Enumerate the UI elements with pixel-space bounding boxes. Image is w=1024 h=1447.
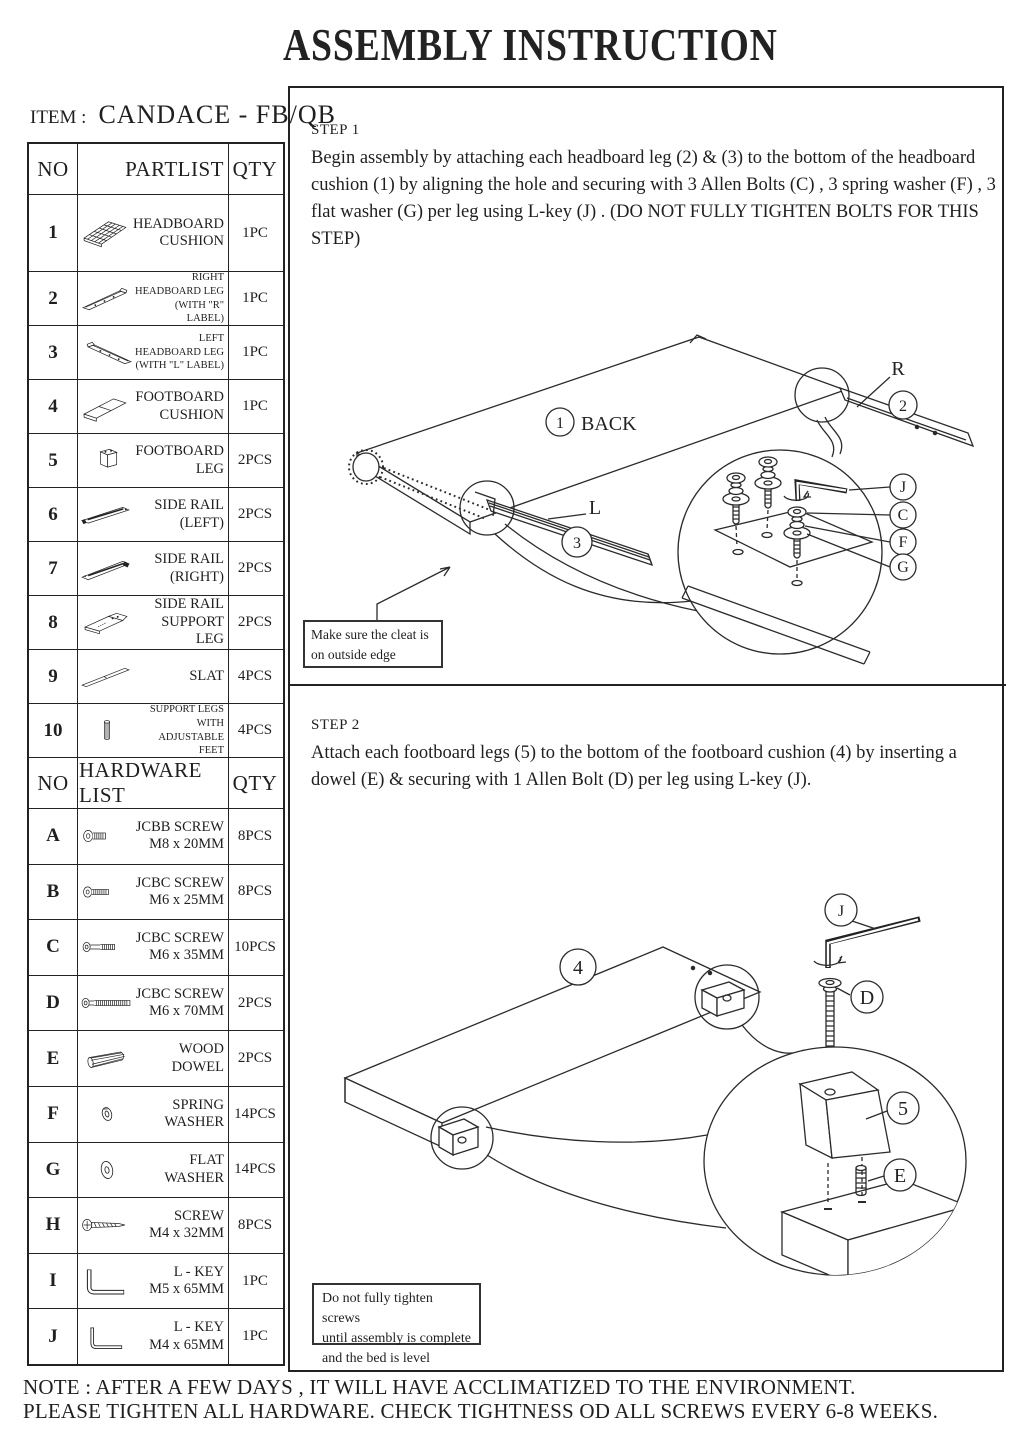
note-line: Make sure the cleat is [311,627,429,642]
footer-note-line2: PLEASE TIGHTEN ALL HARDWARE. CHECK TIGHTNESS OD ALL SCREWS EVERY 6-8 WEEKS. [23,1399,939,1423]
hardware-row [29,1142,283,1198]
l-key-m4-icon [79,1314,135,1360]
r-label: R [891,358,905,380]
row-no: I [49,1270,57,1292]
row-part [77,542,228,595]
part-name: FLAT WASHER [164,1152,224,1186]
note-line: Do not fully tighten screws [322,1291,433,1326]
parts-and-hardware-table [27,142,285,1366]
slat-icon [79,654,135,700]
support-leg-adjustable-icon [79,708,135,754]
part-name: LEFT HEADBOARD LEG (WITH "L" LABEL) [135,333,224,372]
row-qty: 1PC [228,380,281,433]
row-no: 10 [43,719,63,741]
side-rail-support-leg-icon [79,600,135,646]
callout-d: D [859,987,875,1009]
row-qty: 1PC [228,1254,281,1309]
row-no: 7 [48,557,58,579]
column-header: QTY [228,758,281,808]
parts-row [29,271,283,325]
part-name: SLAT [189,667,224,684]
column-header: NO [37,770,69,795]
row-no: 9 [48,665,58,687]
row-part [77,865,228,920]
headboard-leg-right-icon [79,276,135,322]
row-no: A [46,825,60,847]
row-no: 8 [48,611,58,633]
footer-note-line1: NOTE : AFTER A FEW DAYS , IT WILL HAVE ACCLIMATIZED TO THE ENVIRONMENT. [23,1375,856,1399]
l-label: L [588,497,602,519]
column-header: NO [37,156,69,181]
row-no: E [46,1047,60,1069]
cleat-note [303,620,443,668]
row-no: 3 [48,341,58,363]
callout-e: E [893,1165,907,1187]
callout-4: 4 [573,957,583,979]
row-part [77,195,228,271]
row-no: F [47,1103,59,1125]
row-qty: 2PCS [228,542,281,595]
row-qty: 4PCS [228,650,281,703]
column-header: HARDWARE LIST [77,758,228,808]
row-qty: 1PC [228,195,281,271]
footboard-leg-icon [79,438,135,484]
part-name: JCBB SCREW M8 x 20MM [135,818,224,853]
callout-j: J [899,479,907,496]
hardware-row [29,1030,283,1086]
parts-row [29,433,283,487]
row-qty: 2PCS [228,1031,281,1086]
screw-m6-35-icon [79,924,135,970]
back-label: BACK [581,413,637,435]
part-name: HEADBOARD CUSHION [132,215,224,249]
row-no: 4 [48,395,58,417]
row-no: G [45,1158,61,1180]
row-qty: 8PCS [228,1198,281,1253]
row-part [77,1309,228,1364]
step1-body: Begin assembly by attaching each headboard leg (2) & (3) to the bottom of the headboard cushion (1) by aligning the hole and securing with 3 Allen Bolts (C) , 3 spring washer (F) , 3 flat washer (G) per leg using L-key (J) . (DO NOT FULLY TIGHTEN BOLTS FOR THIS STEP) [311,148,996,249]
callout-j: J [837,903,845,920]
hardware-row [29,864,283,920]
row-qty: 14PCS [228,1087,281,1142]
parts-row [29,379,283,433]
row-part [77,1143,228,1198]
hardware-row [29,1086,283,1142]
hardware-row [29,1253,283,1309]
hardware-row [29,808,283,864]
callout-3: 3 [573,535,581,552]
step2-body: Attach each footboard legs (5) to the bottom of the footboard cushion (4) by inserting a dowel (E) & securing with 1 Allen Bolt (D) per leg using L-key (J). [311,743,957,790]
headboard-drawing [349,335,973,664]
row-part [77,1087,228,1142]
parts-row [29,595,283,649]
footboard-cushion-icon [79,384,135,430]
row-part [77,272,228,325]
headboard-cushion-icon [77,210,133,256]
note-line: until assembly is complete [322,1330,471,1346]
callout-f: F [898,534,908,551]
row-qty: 2PCS [228,488,281,541]
row-no: B [46,880,60,902]
column-header: PARTLIST [77,144,228,194]
callout-c: C [897,507,909,524]
part-name: SPRING WASHER [164,1096,224,1131]
flat-washer-icon [79,1147,135,1193]
row-no: 1 [48,222,58,243]
part-name: FOOTBOARD CUSHION [135,389,224,423]
row-part [77,380,228,433]
row-part [77,1254,228,1309]
parts-row [29,194,283,271]
parts-header [29,144,283,194]
part-name: JCBC SCREW M6 x 70MM [135,985,224,1020]
part-name: FOOTBOARD LEG [135,443,224,477]
item-label: ITEM : [30,107,87,128]
row-qty: 4PCS [228,704,281,757]
part-name: JCBC SCREW M6 x 35MM [135,930,224,964]
step1-heading: STEP 1 [311,122,360,138]
callout-5: 5 [898,1098,908,1120]
hardware-row [29,975,283,1031]
row-part [77,596,228,649]
part-name: SIDE RAIL (RIGHT) [154,551,224,585]
part-name: SIDE RAIL (LEFT) [154,497,224,531]
part-name: SIDE RAIL SUPPORT LEG [154,596,224,648]
tighten-note [312,1283,481,1366]
row-no: 6 [48,503,58,525]
page-title: ASSEMBLY INSTRUCTION [283,19,778,70]
hardware-row [29,1308,283,1364]
row-qty: 14PCS [228,1143,281,1198]
l-key-m5-icon [79,1258,135,1304]
row-part [77,920,228,975]
step2-heading: STEP 2 [311,717,360,733]
row-qty: 10PCS [228,920,281,975]
row-qty: 1PC [228,1309,281,1364]
callout-g: G [897,559,909,576]
note-line: on outside edge [311,647,396,663]
callout-1: 1 [556,415,564,432]
screw-m8-20-icon [79,813,135,859]
row-part [77,809,228,864]
headboard-leg-left-icon [79,330,135,376]
hardware-header [29,757,283,808]
row-part [77,434,228,487]
row-qty: 2PCS [228,976,281,1031]
row-qty: 8PCS [228,809,281,864]
row-no: D [46,992,60,1014]
item-header [18,86,336,130]
row-part [77,488,228,541]
row-part [77,326,228,379]
parts-row [29,649,283,703]
row-part [77,704,228,757]
row-no: 2 [48,287,58,309]
hardware-row [29,919,283,975]
wood-dowel-icon [79,1036,135,1082]
parts-row [29,487,283,541]
row-qty: 2PCS [228,434,281,487]
parts-row [29,325,283,379]
row-part [77,1198,228,1253]
row-qty: 1PC [228,272,281,325]
parts-row [29,703,283,757]
part-name: WOOD DOWEL [171,1041,224,1075]
row-qty: 8PCS [228,865,281,920]
hardware-row [29,1197,283,1253]
screw-m6-70-icon [79,980,135,1026]
row-qty: 1PC [228,326,281,379]
part-name: RIGHT HEADBOARD LEG (WITH "R" LABEL) [135,272,224,325]
note-line: and the bed is level [322,1350,431,1366]
screw-m6-25-icon [79,869,135,915]
side-rail-left-icon [79,492,135,538]
row-no: C [46,936,60,958]
step-divider [290,684,1006,686]
row-qty: 2PCS [228,596,281,649]
callout-2: 2 [899,398,907,415]
row-part [77,1031,228,1086]
spring-washer-icon [79,1091,135,1137]
footboard-drawing [345,919,968,1283]
row-no: H [45,1214,61,1236]
column-header: QTY [228,144,281,194]
row-no: J [48,1325,58,1347]
screw-m4-32-icon [79,1202,135,1248]
part-name: SUPPORT LEGS WITH ADJUSTABLE FEET [149,704,224,757]
part-name: L - KEY M4 x 65MM [149,1319,224,1353]
row-no: 5 [48,449,58,471]
part-name: JCBC SCREW M6 x 25MM [135,874,224,908]
row-part [77,976,228,1031]
part-name: L - KEY M5 x 65MM [149,1263,224,1298]
item-value: CANDACE - FB/QB [98,100,336,129]
row-part [77,650,228,703]
part-name: SCREW M4 x 32MM [149,1208,224,1242]
side-rail-right-icon [79,546,135,592]
parts-row [29,541,283,595]
